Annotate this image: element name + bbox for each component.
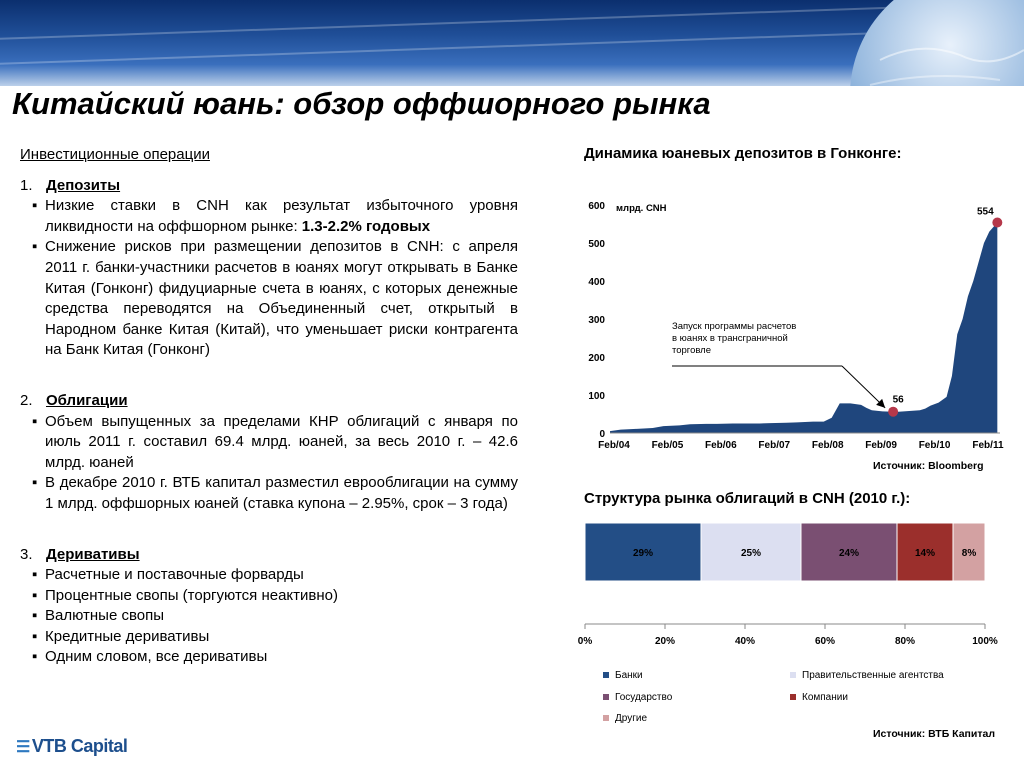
vtb-capital-logo xyxy=(16,736,127,757)
page-title: Китайский юань: обзор оффшорного рынка xyxy=(12,86,711,121)
bullet-text: Расчетные и поставочные форварды xyxy=(45,566,304,584)
legend-swatch xyxy=(790,694,796,700)
bullet-text: Валютные свопы xyxy=(45,607,165,625)
legend-swatch xyxy=(790,672,796,678)
logo-text: VTB Capital xyxy=(31,736,128,756)
y-tick-label: 600 xyxy=(588,201,605,212)
x-tick-label: 60% xyxy=(814,636,836,647)
segment-label: 14% xyxy=(914,548,936,559)
legend-label: Другие xyxy=(615,713,648,724)
legend-swatch xyxy=(603,715,609,721)
x-tick-label: Feb/04 xyxy=(598,440,630,451)
section-bonds-title xyxy=(20,391,518,412)
y-tick-label: 400 xyxy=(588,277,605,288)
section-deposits-title xyxy=(20,176,518,197)
x-tick-label: Feb/10 xyxy=(918,440,951,451)
x-tick-label: Feb/06 xyxy=(705,440,737,451)
unit-label: млрд. CNH xyxy=(616,203,667,214)
section-derivatives-title xyxy=(20,545,518,566)
bullet-text: Одним словом, все деривативы xyxy=(45,648,268,666)
x-tick-label: 0% xyxy=(577,636,593,647)
x-tick-label: Feb/09 xyxy=(865,440,897,451)
bonds-chart-source: Источник: ВТБ Капитал xyxy=(873,728,995,740)
list-item xyxy=(20,196,518,237)
segment-label: 24% xyxy=(838,548,860,559)
list-item xyxy=(20,473,518,514)
derivatives-bullets xyxy=(20,565,518,668)
list-item xyxy=(20,606,518,627)
bonds-bullets xyxy=(20,412,518,515)
bullet-bold-text: 1.3-2.2% годовых xyxy=(301,217,431,235)
x-tick-label: Feb/11 xyxy=(972,440,1004,451)
bullet-text: Снижение рисков при размещении депозитов в CNH: с апреля 2011 г. банки-участники расчетов в юанях могут открывать в Банке Китая (Гонконг) фидуциарные счета в юанях, с которых денежные средства переводятся на Объединенный счет, открытый в Народном банке Китая (Китай), что уменьшает риски контрагента на Банк Китая (Гонконг) xyxy=(45,238,518,359)
section-number: 1. xyxy=(20,176,33,194)
data-marker xyxy=(888,407,898,417)
list-item xyxy=(20,412,518,474)
section-heading: Инвестиционные операции xyxy=(20,146,210,163)
deposits-area-chart xyxy=(580,185,1010,470)
section-label: Деривативы xyxy=(46,545,140,563)
y-tick-label: 100 xyxy=(588,391,605,402)
segment-label: 29% xyxy=(632,548,654,559)
x-tick-label: 100% xyxy=(972,636,998,647)
list-item xyxy=(20,586,518,607)
data-marker xyxy=(992,217,1002,227)
y-tick-label: 300 xyxy=(588,315,605,326)
list-item xyxy=(20,647,518,668)
data-label: 56 xyxy=(892,394,904,406)
bullet-text: Процентные свопы (торгуются неактивно) xyxy=(45,586,338,604)
deposits-chart-source: Источник: Bloomberg xyxy=(873,460,984,472)
annotation-text: в юанях в трансграничной xyxy=(672,333,788,344)
legend-swatch xyxy=(603,672,609,678)
annotation-text: торговле xyxy=(672,345,712,356)
section-label: Облигации xyxy=(46,391,128,409)
deposits-chart-title: Динамика юаневых депозитов в Гонконге: xyxy=(584,145,902,162)
data-label: 554 xyxy=(976,206,994,218)
bullet-text: Объем выпущенных за пределами КНР облигаций с января по июль 2011 г. составил 69.4 млрд. юаней, за весь 2010 г. – 42.6 млрд. юаней xyxy=(45,412,518,471)
x-tick-label: Feb/08 xyxy=(811,440,844,451)
section-number: 2. xyxy=(20,391,33,409)
x-tick-label: 40% xyxy=(734,636,756,647)
bullet-text: Кредитные деривативы xyxy=(45,627,210,645)
x-tick-label: 80% xyxy=(894,636,916,647)
bond-structure-stacked-bar xyxy=(575,515,1005,730)
annotation-text: Запуск программы расчетов xyxy=(672,321,797,332)
legend-label: Правительственные агентства xyxy=(802,670,944,681)
bonds-chart-title: Структура рынка облигаций в CNH (2010 г.): xyxy=(584,490,911,507)
list-item xyxy=(20,237,518,361)
legend-label: Компании xyxy=(802,692,848,703)
x-tick-label: Feb/05 xyxy=(651,440,684,451)
vtb-logo-icon: ☰ xyxy=(16,739,30,756)
y-tick-label: 200 xyxy=(588,353,605,364)
section-label: Депозиты xyxy=(46,176,121,194)
deposits-bullets xyxy=(20,196,518,361)
deposits-area-series xyxy=(610,222,997,433)
investment-operations-section xyxy=(20,145,518,668)
globe-icon xyxy=(0,0,1024,86)
legend-label: Государство xyxy=(615,692,673,703)
x-tick-label: Feb/07 xyxy=(758,440,791,451)
bullet-text: В декабре 2010 г. ВТБ капитал разместил еврооблигации на сумму 1 млрд. оффшорных юаней (ставка купона – 2.95%, срок – 3 года) xyxy=(45,474,518,512)
section-number: 3. xyxy=(20,545,33,563)
y-tick-label: 0 xyxy=(599,429,605,440)
y-tick-label: 500 xyxy=(588,239,605,250)
segment-label: 8% xyxy=(961,548,977,559)
annotation-arrow-line xyxy=(842,366,885,408)
list-item xyxy=(20,627,518,648)
legend-label: Банки xyxy=(615,670,643,681)
segment-label: 25% xyxy=(740,548,762,559)
x-tick-label: 20% xyxy=(654,636,676,647)
legend-swatch xyxy=(603,694,609,700)
header-banner xyxy=(0,0,1024,86)
bullet-text: Низкие ставки в CNH как результат избыточного уровня ликвидности на оффшорном рынке: xyxy=(45,197,518,235)
list-item xyxy=(20,565,518,586)
